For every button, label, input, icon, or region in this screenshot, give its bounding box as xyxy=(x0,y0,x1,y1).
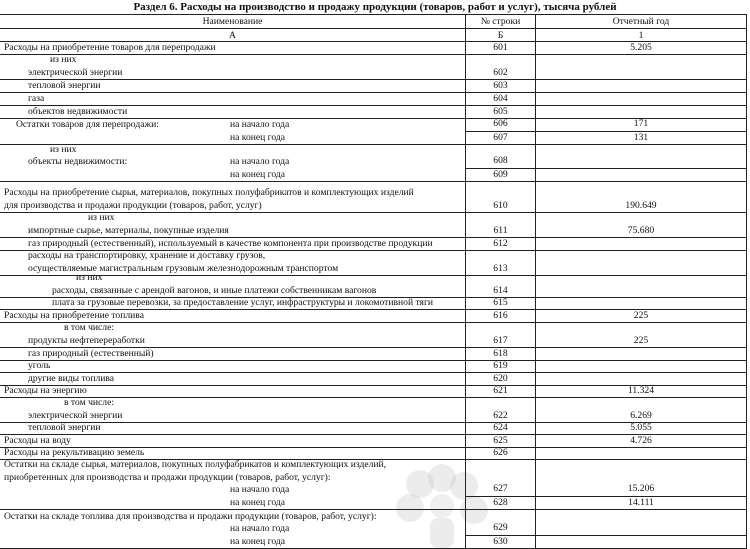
row-name-cell xyxy=(0,213,466,237)
row-code-cell xyxy=(466,448,536,459)
row-code-cell xyxy=(466,182,536,212)
table-row xyxy=(0,398,747,423)
row-value xyxy=(536,448,746,459)
row-name-cell xyxy=(0,510,466,548)
row-code: 624 xyxy=(493,421,508,433)
row-name-cell xyxy=(0,323,466,347)
header-col-a: А xyxy=(0,29,466,41)
row-label: из них xyxy=(50,54,77,65)
row-value xyxy=(536,263,746,276)
period-label: на конец года xyxy=(230,131,286,143)
row-value: 131 xyxy=(536,131,746,145)
row-name-cell xyxy=(0,106,466,118)
row-label: газ природный (естественный), используемый в качестве компонента при производстве продукции xyxy=(28,237,433,249)
row-label-line xyxy=(0,187,465,200)
row-label: Расходы на приобретение сырья, материалов, покупных полуфабрикатов и комплектующих изделий xyxy=(4,187,414,198)
row-label-line xyxy=(0,80,465,93)
row-label-line xyxy=(0,297,465,310)
row-code: 617 xyxy=(493,334,508,346)
row-label: расходы на транспортировку, хранение и доставку грузов, xyxy=(28,250,266,261)
row-code: 620 xyxy=(493,372,508,384)
row-name-cell xyxy=(0,448,466,459)
row-code-cell xyxy=(466,119,536,144)
row-value-cell xyxy=(536,106,747,118)
row-value xyxy=(536,80,746,92)
table-row xyxy=(0,80,747,93)
row-value-cell xyxy=(536,448,747,459)
row-code: 601 xyxy=(493,41,508,53)
row-code-cell xyxy=(466,386,536,397)
row-label-line xyxy=(0,422,465,435)
row-name-cell xyxy=(0,386,466,397)
row-label-line xyxy=(0,169,465,182)
row-value xyxy=(536,155,746,168)
row-code: 608 xyxy=(493,155,508,166)
row-label-line xyxy=(0,322,465,335)
row-label-line xyxy=(0,93,465,106)
row-value xyxy=(536,522,746,535)
section-title: Раздел 6. Расходы на производство и продажу продукции (товаров, работ и услуг), тысяча рублей xyxy=(133,1,617,13)
row-label: импортные сырье, материалы, покупные изделия xyxy=(28,224,229,236)
row-label: Расходы на энергию xyxy=(4,384,87,396)
row-value: 75.680 xyxy=(627,224,655,236)
row-value-cell xyxy=(536,251,747,275)
row-value: 15.206 xyxy=(627,483,655,494)
table-row xyxy=(0,182,747,213)
header-code: № строки xyxy=(466,15,536,28)
row-value-cell xyxy=(536,182,747,212)
row-label: уголь xyxy=(28,359,51,371)
row-value-cell xyxy=(536,80,747,92)
table-row xyxy=(0,119,747,145)
row-label-line xyxy=(0,335,465,348)
row-name-cell xyxy=(0,398,466,422)
row-code-cell xyxy=(466,42,536,54)
row-code: 629 xyxy=(493,522,508,533)
row-label-line xyxy=(0,360,465,373)
row-name-cell xyxy=(0,93,466,105)
row-label: продукты нефтепереработки xyxy=(28,334,145,346)
row-name-cell xyxy=(0,435,466,447)
row-label: Расходы на приобретение товаров для перепродажи xyxy=(4,41,216,53)
row-name-cell xyxy=(0,55,466,79)
row-value: 225 xyxy=(633,309,649,321)
row-value-cell xyxy=(536,510,747,548)
row-code-cell xyxy=(466,80,536,92)
row-value: 190.649 xyxy=(625,199,657,211)
row-label-line xyxy=(0,54,465,67)
row-code: 610 xyxy=(493,199,508,211)
header-name: Наименование xyxy=(0,15,466,28)
row-code-cell xyxy=(466,460,536,509)
row-label: другие виды топлива xyxy=(28,372,115,384)
row-code-cell xyxy=(466,213,536,237)
row-label: газа xyxy=(28,92,45,104)
row-code-cell xyxy=(466,251,536,275)
row-label: приобретенных для производства и продажи продукции (товаров, работ, услуг): xyxy=(4,471,331,483)
row-value-cell xyxy=(536,373,747,385)
period-label: на начало года xyxy=(230,523,290,534)
row-code-cell xyxy=(466,398,536,422)
row-name-cell xyxy=(0,238,466,250)
row-label: объекты недвижимости: xyxy=(28,156,128,167)
row-name-cell xyxy=(0,42,466,54)
row-label: Остатки на складе топлива для производства и продажи продукции (товаров, работ, услуг): xyxy=(4,510,377,522)
table-header-row xyxy=(0,15,747,29)
row-value xyxy=(536,285,746,298)
row-code-cell xyxy=(466,310,536,322)
row-name-cell xyxy=(0,182,466,212)
row-value: 5.055 xyxy=(630,421,652,433)
row-code: 618 xyxy=(493,347,508,359)
row-value: 225 xyxy=(633,334,649,346)
period-label: на конец года xyxy=(230,168,286,180)
row-label-line xyxy=(0,373,465,386)
row-label-line xyxy=(0,225,465,238)
row-value-cell xyxy=(536,460,747,509)
row-code: 621 xyxy=(493,384,508,396)
row-label-line xyxy=(0,42,465,55)
row-value-cell xyxy=(536,55,747,79)
row-label: Расходы на воду xyxy=(4,434,71,446)
row-code: 627 xyxy=(493,483,508,494)
row-code: 628 xyxy=(466,496,535,510)
row-name-cell xyxy=(0,361,466,372)
row-label: в том числе: xyxy=(64,322,115,333)
table-row xyxy=(0,55,747,80)
row-code: 602 xyxy=(493,66,508,78)
row-value-cell xyxy=(536,238,747,250)
row-code: 612 xyxy=(493,237,508,249)
row-label-line xyxy=(0,410,465,423)
row-label: газ природный (естественный) xyxy=(28,347,154,359)
row-label-line xyxy=(0,212,465,225)
row-label-line xyxy=(0,272,465,285)
header-col-b: Б xyxy=(466,29,536,41)
period-label: на конец года xyxy=(230,535,286,547)
row-name-cell xyxy=(0,373,466,385)
row-value-cell xyxy=(536,361,747,372)
row-value: 11.324 xyxy=(627,384,655,396)
table-subheader-row xyxy=(0,29,747,42)
row-code: 607 xyxy=(466,131,535,145)
row-code: 613 xyxy=(493,262,508,274)
row-code: 603 xyxy=(493,79,508,91)
row-code-cell xyxy=(466,276,536,297)
row-name-cell xyxy=(0,145,466,181)
row-label: в том числе: xyxy=(64,397,115,408)
row-label-line xyxy=(0,156,465,169)
row-name-cell xyxy=(0,298,466,309)
row-label-line xyxy=(0,459,465,472)
row-label-line xyxy=(0,472,465,485)
table-body xyxy=(0,42,747,549)
row-code-cell xyxy=(466,323,536,347)
row-code: 614 xyxy=(493,284,508,296)
row-code-cell xyxy=(466,361,536,372)
row-code: 630 xyxy=(466,535,535,549)
table-row xyxy=(0,213,747,238)
row-value xyxy=(536,348,746,360)
table-row xyxy=(0,323,747,348)
row-value-cell xyxy=(536,42,747,54)
row-code: 619 xyxy=(493,359,508,371)
row-code-cell xyxy=(466,348,536,360)
row-label-line xyxy=(0,310,465,323)
row-value xyxy=(536,535,746,549)
row-label-line xyxy=(0,200,465,213)
row-label: осуществляемые магистральным грузовым железнодорожным транспортом xyxy=(28,262,339,274)
row-value xyxy=(536,106,746,118)
row-value xyxy=(536,298,746,309)
row-name-cell xyxy=(0,310,466,322)
row-label-line xyxy=(0,435,465,448)
row-value xyxy=(536,93,746,105)
row-value-cell xyxy=(536,323,747,347)
row-code-cell xyxy=(466,106,536,118)
row-value-cell xyxy=(536,386,747,397)
row-value xyxy=(536,168,746,182)
table-row xyxy=(0,510,747,549)
row-code: 611 xyxy=(493,224,508,236)
row-label-line xyxy=(0,285,465,298)
header-col-1: 1 xyxy=(536,29,747,41)
row-value-cell xyxy=(536,93,747,105)
row-code: 615 xyxy=(493,296,508,308)
row-code-cell xyxy=(466,55,536,79)
row-label-line xyxy=(0,250,465,263)
row-value-cell xyxy=(536,423,747,434)
row-code: 606 xyxy=(493,118,508,129)
row-label: объектов недвижимости xyxy=(28,105,128,117)
row-label: тепловой энергии xyxy=(28,421,101,433)
row-label-line xyxy=(0,132,465,145)
period-label: на начало года xyxy=(230,119,290,130)
row-name-cell xyxy=(0,80,466,92)
row-code: 604 xyxy=(493,92,508,104)
row-value: 6.269 xyxy=(630,409,652,421)
row-label-line xyxy=(0,484,465,497)
row-label: из них xyxy=(50,143,77,155)
row-code-cell xyxy=(466,93,536,105)
expenses-table xyxy=(0,14,747,549)
table-row xyxy=(0,423,747,435)
row-label: электрической энергии xyxy=(28,409,123,421)
row-label-line xyxy=(0,385,465,398)
row-label: из них xyxy=(76,272,103,283)
row-code: 609 xyxy=(466,168,535,182)
row-label-line xyxy=(0,238,465,251)
row-value-cell xyxy=(536,348,747,360)
row-label: расходы, связанные с арендой вагонов, и иные платежи собственникам вагонов xyxy=(52,284,377,296)
row-code: 622 xyxy=(493,409,508,421)
period-label: на конец года xyxy=(230,496,286,508)
row-label: Расходы на приобретение топлива xyxy=(4,309,144,321)
row-label: Расходы на рекультивацию земель xyxy=(4,446,145,458)
header-year: Отчетный год xyxy=(536,15,747,28)
row-label: плата за грузовые перевозки, за предоставление услуг, инфраструктуры и локомотивной тяги xyxy=(52,296,434,308)
table-row xyxy=(0,460,747,510)
row-label-line xyxy=(0,67,465,80)
row-label-line xyxy=(0,511,465,524)
row-name-cell xyxy=(0,460,466,509)
row-code: 626 xyxy=(493,446,508,458)
row-value: 5.205 xyxy=(630,41,652,53)
row-label: электрической энергии xyxy=(28,66,123,78)
row-value-cell xyxy=(536,119,747,144)
row-label: из них xyxy=(88,212,115,223)
row-value-cell xyxy=(536,310,747,322)
row-value-cell xyxy=(536,435,747,447)
row-label-line xyxy=(0,119,465,132)
row-label-line xyxy=(0,523,465,536)
row-code-cell xyxy=(466,435,536,447)
table-row xyxy=(0,272,747,298)
row-code: 616 xyxy=(493,309,508,321)
row-label: тепловой энергии xyxy=(28,79,101,91)
row-code-cell xyxy=(466,298,536,309)
row-code-cell xyxy=(466,145,536,181)
row-name-cell xyxy=(0,119,466,144)
period-label: на начало года xyxy=(230,484,290,495)
row-value-cell xyxy=(536,145,747,181)
table-row xyxy=(0,93,747,106)
row-value xyxy=(536,67,746,80)
row-label-line xyxy=(0,106,465,119)
row-label: для производства и продажи продукции (товаров, работ, услуг) xyxy=(4,199,262,211)
period-label: на начало года xyxy=(230,156,290,167)
row-name-cell xyxy=(0,348,466,360)
row-label-line xyxy=(0,447,465,460)
row-name-cell xyxy=(0,423,466,434)
row-code-cell xyxy=(466,238,536,250)
row-label-line xyxy=(0,536,465,549)
row-value xyxy=(536,373,746,385)
row-code-cell xyxy=(466,373,536,385)
row-code: 605 xyxy=(493,105,508,117)
row-value xyxy=(536,361,746,372)
row-label-line xyxy=(0,397,465,410)
row-label: Остатки на складе сырья, материалов, покупных полуфабрикатов и комплектующих изделий, xyxy=(4,459,387,470)
row-value xyxy=(536,238,746,250)
row-label-line xyxy=(0,348,465,361)
row-value: 14.111 xyxy=(536,496,746,510)
row-value-cell xyxy=(536,398,747,422)
row-value-cell xyxy=(536,276,747,297)
table-row xyxy=(0,298,747,310)
table-row xyxy=(0,145,747,182)
row-code-cell xyxy=(466,423,536,434)
row-code: 625 xyxy=(493,434,508,446)
row-name-cell xyxy=(0,272,466,297)
row-value: 4.726 xyxy=(630,434,652,446)
row-code-cell xyxy=(466,510,536,548)
row-label-line xyxy=(0,144,465,157)
row-value-cell xyxy=(536,298,747,309)
row-value-cell xyxy=(536,213,747,237)
table-row xyxy=(0,361,747,373)
row-label: Остатки товаров для перепродажи: xyxy=(16,119,159,130)
row-label-line xyxy=(0,497,465,510)
row-value: 171 xyxy=(633,118,649,129)
